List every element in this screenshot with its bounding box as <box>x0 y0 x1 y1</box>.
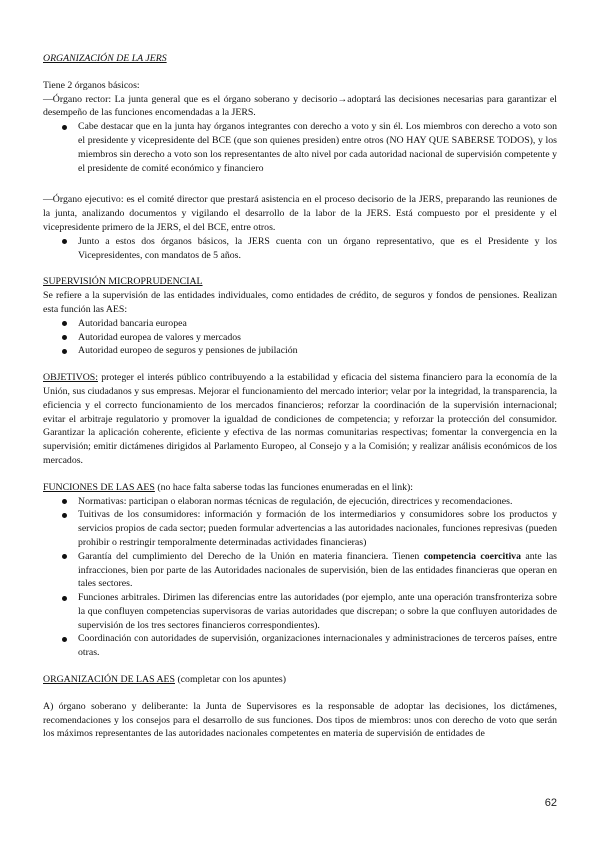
aes-list <box>43 317 557 358</box>
microprudencial-intro: Se refiere a la supervisión de las entidades individuales, como entidades de crédito, de seguros y fondos de pensiones. Realizan esta función las AES: <box>43 290 557 315</box>
document-page <box>43 52 557 741</box>
funciones-note: (no hace falta saberse todas las funciones enumeradas en el link): <box>154 481 414 493</box>
objetivos-label: OBJETIVOS: <box>43 372 98 384</box>
organizacion-aes-note: (completar con los apuntes) <box>175 674 286 686</box>
competencia-coercitiva: competencia coercitiva <box>423 550 521 562</box>
list-item: Normativas: participan o elaboran normas técnicas de regulación, de ejecución, directrices y recomendaciones. <box>43 495 557 509</box>
organo-ejecutivo-paragraph: —Órgano ejecutivo: es el comité director que prestará asistencia en el proceso decisorio de la JERS, preparando las reuniones de la junta, analizando documentos y vigilando el desarrollo de la labor de la JERS. Está compuesto por el presidente y el vicepresidente primero de la JERS, el del BCE, entre otros. <box>43 194 557 233</box>
funciones-list <box>43 495 557 661</box>
list-item: Tuitivas de los consumidores: información y formación de los intermediarios y consumidores sobre los productos y servicios propios de cada sector; pueden formular advertencias a las autoridades nacionales, funciones represivas (pueden prohibir o restringir temporalmente determinadas actividades financieras) <box>43 508 557 549</box>
list-item: Junto a estos dos órganos básicos, la JERS cuenta con un órgano representativo, que es el Presidente y los Vicepresidentes, con mandatos de 5 años. <box>43 235 557 263</box>
organo-rector-list <box>43 120 557 175</box>
objetivos-text: proteger el interés público contribuyendo a la estabilidad y eficacia del sistema financiero para la economía de la Unión, sus ciudadanos y sus empresas. Mejorar el funcionamiento del mercado interior; velar por la integridad, la transparencia, la eficiencia y el correcto funcionamiento de los mercados financieros; reforzar la coordinación de la supervisión internacional; evitar el arbitraje regulatorio y promover la igualdad de condiciones de competencia; y reforzar la protección del consumidor. Garantizar la aplicación coherente, eficiente y efectiva de las normas comunitarias respectivas; fomentar la convergencia en la supervisión; emitir dictámenes dirigidos al Parlamento Europeo, al Consejo y a la Comisión; y realizar análisis económicos de los mercados. <box>43 372 557 466</box>
list-item: Coordinación con autoridades de supervisión, organizaciones internacionales y administraciones de terceros países, entre otras. <box>43 632 557 660</box>
funciones-label: FUNCIONES DE LAS AES <box>43 481 155 493</box>
page-number: 62 <box>544 797 557 809</box>
section-title-jers: ORGANIZACIÓN DE LA JERS <box>43 53 167 64</box>
list-item: Autoridad bancaria europea <box>43 317 557 331</box>
list-item: Autoridad europea de valores y mercados <box>43 331 557 345</box>
b3-pre: Garantía del cumplimiento del Derecho de la Unión en materia financiera. Tienen <box>78 550 424 562</box>
jers-intro: Tiene 2 órganos básicos: <box>43 79 140 91</box>
objetivos-paragraph <box>43 371 557 468</box>
list-item: Autoridad europeo de seguros y pensiones de jubilación <box>43 344 557 358</box>
organizacion-aes-label: ORGANIZACIÓN DE LAS AES <box>43 674 175 686</box>
funciones-heading <box>43 481 557 495</box>
organo-rector-paragraph: —Órgano rector: La junta general que es el órgano soberano y decisorio→adoptará las decisiones necesarias para garantizar el desempeño de las funciones encomendadas a la JERS. <box>43 93 557 119</box>
organizacion-aes-heading <box>43 673 557 687</box>
organo-soberano-paragraph: A) órgano soberano y deliberante: la Junta de Supervisores es la responsable de adoptar las decisiones, los dictámenes, recomendaciones y los consejos para el desarrollo de sus funciones. Dos tipos de miembros: unos con derecho de voto que serán los máximos representantes de las autoridades nacionales competentes en materia de supervisión de entidades de <box>43 700 557 740</box>
section-title-microprudencial: SUPERVISIÓN MICROPRUDENCIAL <box>43 276 203 288</box>
organo-ejecutivo-list <box>43 235 557 263</box>
b3-post: ante las infracciones, bien por parte de las Autoridades nacionales de supervisión, bien de las entidades financieras que operan en tales sectores. <box>78 550 557 590</box>
list-item <box>43 550 557 591</box>
list-item: Funciones arbitrales. Dirimen las diferencias entre las autoridades (por ejemplo, ante una operación transfronteriza sobre la que confluyen competencias supervisoras de varias autoridades que discrepan; o sobre la que confluyen autoridades de supervisión de los tres sectores financieros correspondientes). <box>43 591 557 632</box>
list-item: Cabe destacar que en la junta hay órganos integrantes con derecho a voto y sin él. Los miembros con derecho a voto son el presidente y vicepresidente del BCE (que son quienes presiden) entre otros (NO HAY QUE SABERSE TODOS), y los miembros sin derecho a voto son los representantes de alto nivel por cada autoridad nacional de supervisión competente y el presidente de comité económico y financiero <box>43 120 557 175</box>
